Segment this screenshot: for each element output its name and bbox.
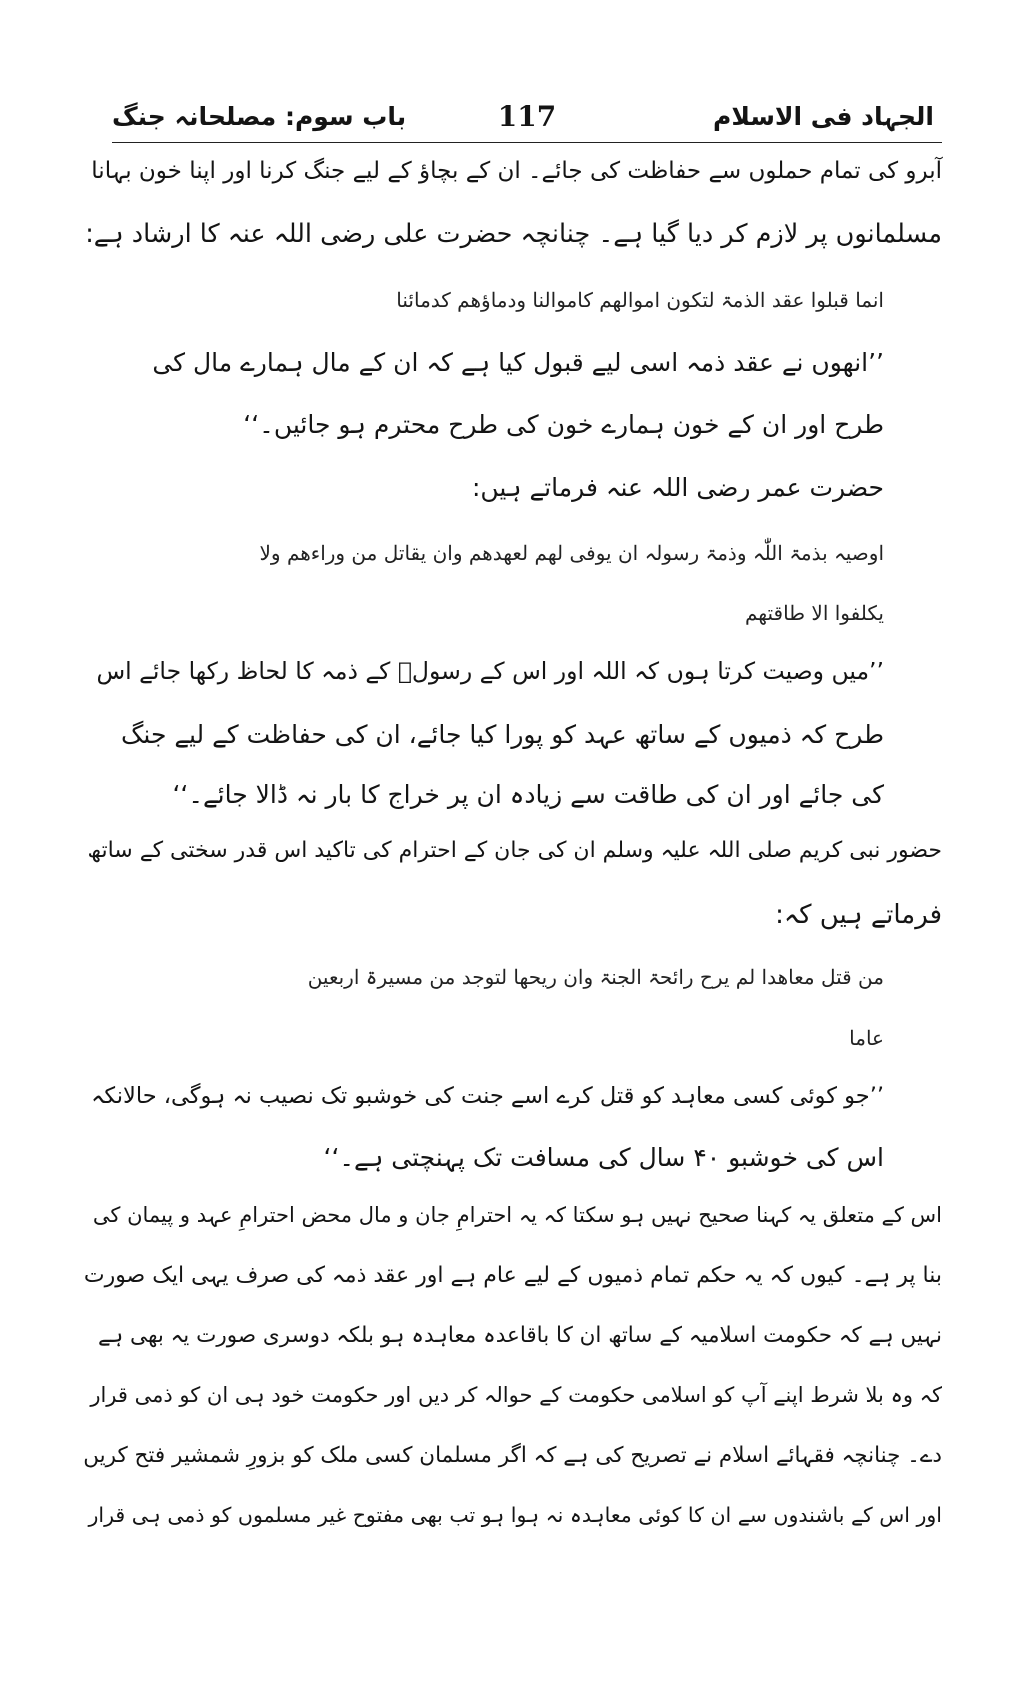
- body-line: حضرت عمر رضی اللہ عنہ فرماتے ہیں:: [471, 473, 884, 502]
- arabic-quote-line: اوصیہ بذمۃ اللّٰہ وذمۃ رسولہ ان یوفی لھم لعھدھم وان یقاتل من وراءھم ولا: [259, 541, 884, 565]
- body-line: فرماتے ہیں کہ:: [775, 900, 942, 930]
- translation-line: ’’انھوں نے عقد ذمہ اسی لیے قبول کیا ہے کہ ان کے مال ہمارے مال کی: [152, 348, 884, 377]
- translation-line: طرح اور ان کے خون ہمارے خون کی طرح محترم ہو جائیں۔‘‘: [243, 410, 884, 439]
- body-line: کہ وہ بلا شرط اپنے آپ کو اسلامی حکومت کے حوالہ کر دیں اور حکومت خود ہی ان کو ذمی قرار: [90, 1383, 942, 1407]
- body-line: دے۔ چنانچہ فقہائے اسلام نے تصریح کی ہے کہ اگر مسلمان کسی ملک کو بزورِ شمشیر فتح کریں: [83, 1443, 942, 1468]
- body-line: مسلمانوں پر لازم کر دیا گیا ہے۔ چنانچہ حضرت علی رضی اللہ عنہ کا ارشاد ہے:: [85, 219, 942, 249]
- body-line: اس کے متعلق یہ کہنا صحیح نہیں ہو سکتا کہ یہ احترامِ جان و مال محض احترامِ عہد و پیمان کی: [92, 1203, 942, 1227]
- arabic-quote-line: یکلفوا الا طاقتھم: [744, 601, 884, 625]
- arabic-quote-line: انما قبلوا عقد الذمۃ لتکون اموالھم کاموالنا ودماؤھم کدمائنا: [396, 288, 884, 312]
- book-title: الجہاد فی الاسلام: [713, 102, 934, 131]
- page-number: 117: [497, 100, 557, 133]
- arabic-quote-line: عاما: [849, 1026, 884, 1050]
- body-line: آبرو کی تمام حملوں سے حفاظت کی جائے۔ ان کے بچاؤ کے لیے جنگ کرنا اور اپنا خون بہانا: [91, 158, 942, 184]
- body-line: بنا پر ہے۔ کیوں کہ یہ حکم تمام ذمیوں کے لیے عام ہے اور عقد ذمہ کی صرف یہی ایک صورت: [83, 1263, 942, 1288]
- page-header: [112, 96, 942, 143]
- body-line: حضور نبی کریم صلی اللہ علیہ وسلم ان کی جان کے احترام کی تاکید اس قدر سختی کے ساتھ: [87, 838, 942, 863]
- body-line: اور اس کے باشندوں سے ان کا کوئی معاہدہ نہ ہوا ہو تب بھی مفتوح غیر مسلموں کو ذمی ہی قرار: [88, 1503, 942, 1527]
- arabic-quote-line: من قتل معاھدا لم یرح رائحۃ الجنۃ وان ریحھا لتوجد من مسیرۃ اربعین: [307, 965, 884, 989]
- translation-line: طرح کہ ذمیوں کے ساتھ عہد کو پورا کیا جائے، ان کی حفاظت کے لیے جنگ: [121, 720, 884, 749]
- chapter-title: باب سوم: مصلحانہ جنگ: [112, 102, 407, 131]
- translation-line: ’’جو کوئی کسی معاہد کو قتل کرے اسے جنت کی خوشبو تک نصیب نہ ہوگی، حالانکہ: [91, 1083, 884, 1109]
- translation-line: کی جائے اور ان کی طاقت سے زیادہ ان پر خراج کا بار نہ ڈالا جائے۔‘‘: [172, 780, 884, 809]
- translation-line: اس کی خوشبو ۴۰ سال کی مسافت تک پہنچتی ہے۔‘‘: [323, 1143, 884, 1172]
- translation-line: ’’میں وصیت کرتا ہوں کہ اللہ اور اس کے رسولؐ کے ذمہ کا لحاظ رکھا جائے اس: [96, 657, 884, 685]
- body-line: نہیں ہے کہ حکومت اسلامیہ کے ساتھ ان کا باقاعدہ معاہدہ ہو بلکہ دوسری صورت یہ بھی ہے: [98, 1323, 942, 1348]
